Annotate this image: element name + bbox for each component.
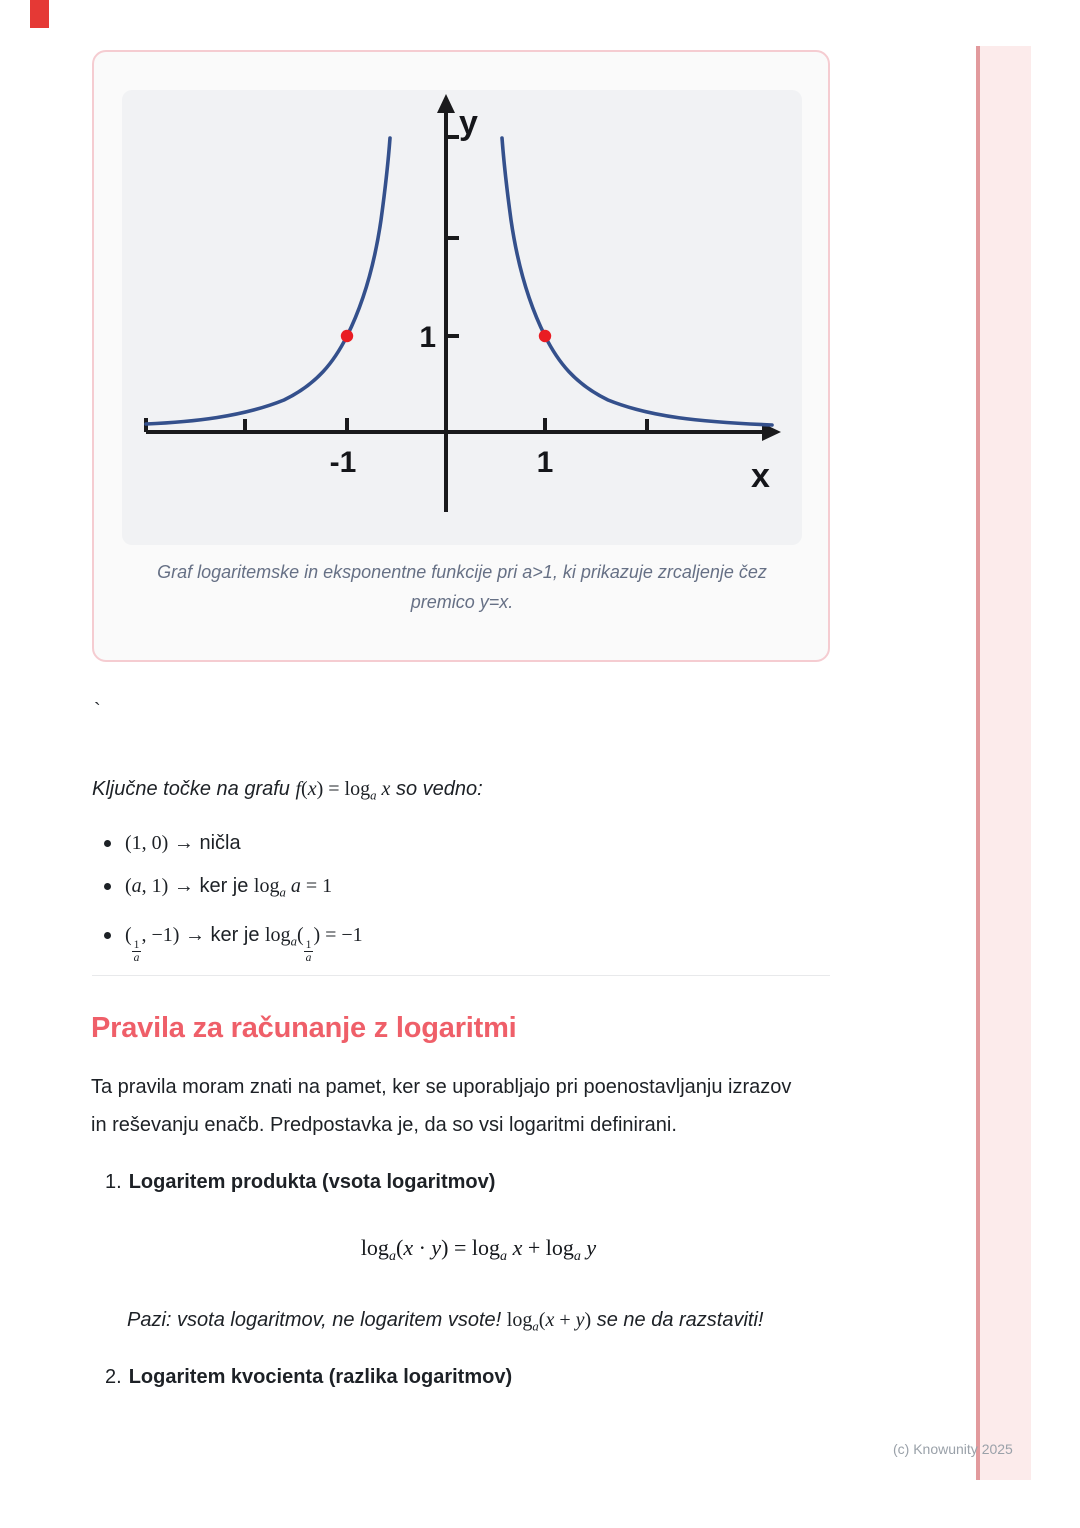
axis-label-x: x xyxy=(751,457,770,495)
key-points-list xyxy=(92,828,363,978)
key-points-line: Ključne točke na grafu $f(x) = \log_a x$ so vedno: xyxy=(92,778,483,803)
graph-svg xyxy=(122,90,802,545)
intro-paragraph xyxy=(91,1069,851,1144)
intro-paragraph-line-2: in reševanju enačb. Predpostavka je, da so vsi logaritmi definirani. xyxy=(91,1113,677,1136)
y-axis-arrow-icon xyxy=(437,94,455,113)
list-item-log-a: (a, 1) → ker je $\log_a a = 1$ xyxy=(92,871,363,907)
rule-1-title: Logaritem produkta (vsota logaritmov) xyxy=(128,1171,496,1193)
rule-2-title: Logaritem kvocienta (razlika logaritmov) xyxy=(128,1366,513,1388)
figure-card xyxy=(92,50,830,662)
list-item-zero: (1, 0) → ničla xyxy=(92,828,363,858)
curve-right-branch xyxy=(502,138,772,425)
x-tick-label-neg1: -1 xyxy=(329,446,357,479)
list-item-log-inverse: ( $\frac{1}{a}$ , −1) → ker je $\log_a$( $\frac{1}{a}$ ) = −1 xyxy=(92,920,363,964)
rule-1-formula: $\log_a(x \cdot y) = \log_a x + \log_a y$ xyxy=(360,1235,597,1264)
figure-caption-line-2: premico y=x. xyxy=(410,591,514,612)
axis-label-y: y xyxy=(459,104,478,142)
rule-1-note: Pazi: vsota logaritmov, ne logaritem vsote! $\log_a(x + y)$ se ne da razstaviti! xyxy=(127,1309,764,1334)
figure-caption-line-1: Graf logaritemske in eksponentne funkcije pri a>1, ki prikazuje zrcaljenje čez xyxy=(157,562,767,582)
section-heading: Pravila za računanje z logaritmi xyxy=(91,1012,517,1044)
y-tick-label-one: 1 xyxy=(419,321,436,354)
point-neg1-1 xyxy=(341,330,353,342)
page-corner-marker xyxy=(30,0,49,28)
figure-image xyxy=(122,90,802,545)
figure-caption xyxy=(122,558,802,617)
intro-paragraph-line-1: Ta pravila moram znati na pamet, ker se uporabljajo pri poenostavljanju izrazov xyxy=(91,1076,792,1098)
sidebar-accent-band xyxy=(980,46,1031,1480)
rule-1-number: 1. xyxy=(105,1171,122,1193)
copyright-note: (c) Knowunity 2025 xyxy=(893,1441,1013,1457)
x-tick-label-pos1: 1 xyxy=(536,446,554,479)
rule-item-2 xyxy=(105,1362,512,1392)
rule-2-number: 2. xyxy=(105,1366,122,1388)
rule-item-1 xyxy=(105,1167,495,1197)
stray-backtick: ` xyxy=(94,700,101,722)
section-divider xyxy=(92,975,830,976)
point-1-1 xyxy=(539,330,551,342)
curve-left-branch xyxy=(146,138,390,424)
